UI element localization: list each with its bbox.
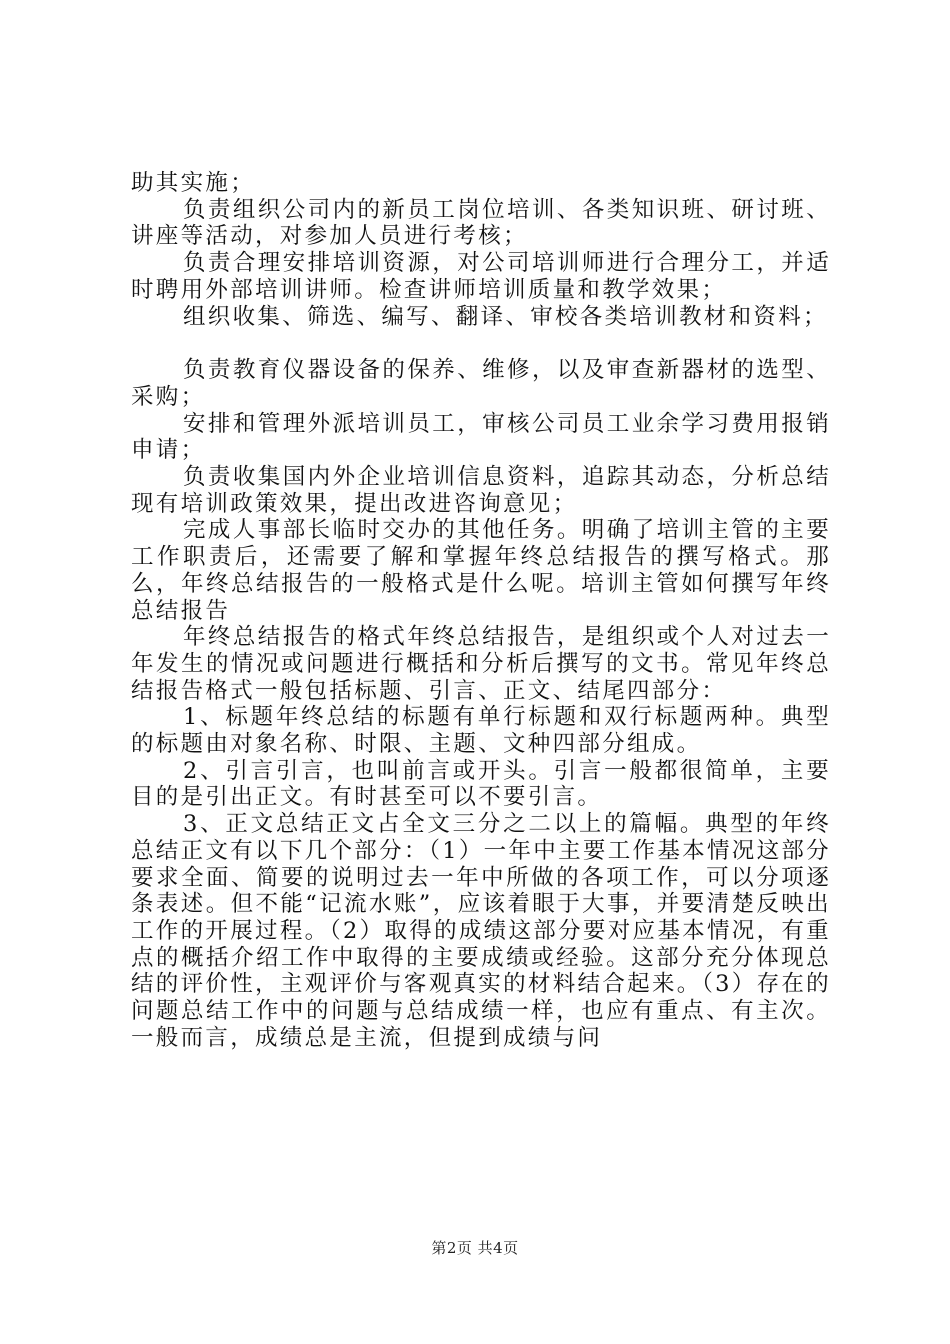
paragraph-training-materials: 组织收集、筛选、编写、翻译、审校各类培训教材和资料； xyxy=(183,303,828,330)
paragraph-training-information: 负责收集国内外企业培训信息资料，追踪其动态，分析总结现有培训政策效果，提出改进咨询意见； xyxy=(131,464,831,517)
paragraph-new-employee-training: 负责组织公司内的新员工岗位培训、各类知识班、研讨班、讲座等活动，对参加人员进行考核； xyxy=(131,196,831,250)
paragraph-section-main-body: 3、正文总结正文占全文三分之二以上的篇幅。典型的年终总结正文有以下几个部分：（1）一年中主要工作基本情况这部分要求全面、简要的说明过去一年中所做的各项工作，可以分项逐条表述。但不能“记流水账”，应该着眼于大事，并要清楚反映出工作的开展过程。（2）取得的成绩这部分要对应基本情况，有重点的概括介绍工作中取得的主要成绩或经验。这部分充分体现总结的评价性，主观评价与客观真实的材料结合起来。（3）存在的问题总结工作中的问题与总结成绩一样，也应有重点、有主次。一般而言，成绩总是主流，但提到成绩与问 xyxy=(131,811,831,1051)
paragraph-report-format: 年终总结报告的格式年终总结报告，是组织或个人对过去一年发生的情况或问题进行概括和分析后撰写的文书。常见年终总结报告格式一般包括标题、引言、正文、结尾四部分： xyxy=(131,624,831,704)
paragraph-gap xyxy=(131,330,831,357)
paragraph-equipment-maintenance: 负责教育仪器设备的保养、维修，以及审查新器材的选型、采购； xyxy=(131,357,831,410)
paragraph-section-introduction: 2、引言引言，也叫前言或开头。引言一般都很简单，主要目的是引出正文。有时甚至可以不要引言。 xyxy=(131,757,831,811)
paragraph-external-training: 安排和管理外派培训员工，审核公司员工业余学习费用报销申请； xyxy=(131,410,831,464)
paragraph-continuation: 助其实施； xyxy=(131,170,256,196)
page-footer xyxy=(0,1238,950,1258)
paragraph-other-tasks: 完成人事部长临时交办的其他任务。明确了培训主管的主要工作职责后，还需要了解和掌握年终总结报告的撰写格式。那么，年终总结报告的一般格式是什么呢。培训主管如何撰写年终总结报告 xyxy=(131,517,831,624)
document-body xyxy=(131,170,831,1052)
paragraph-section-title: 1、标题年终总结的标题有单行标题和双行标题两种。典型的标题由对象名称、时限、主题、文种四部分组成。 xyxy=(131,704,831,758)
paragraph-training-resources: 负责合理安排培训资源，对公司培训师进行合理分工，并适时聘用外部培训讲师。检查讲师培训质量和教学效果； xyxy=(131,250,831,303)
page-number-label: 第2页 共4页 xyxy=(431,1239,519,1257)
